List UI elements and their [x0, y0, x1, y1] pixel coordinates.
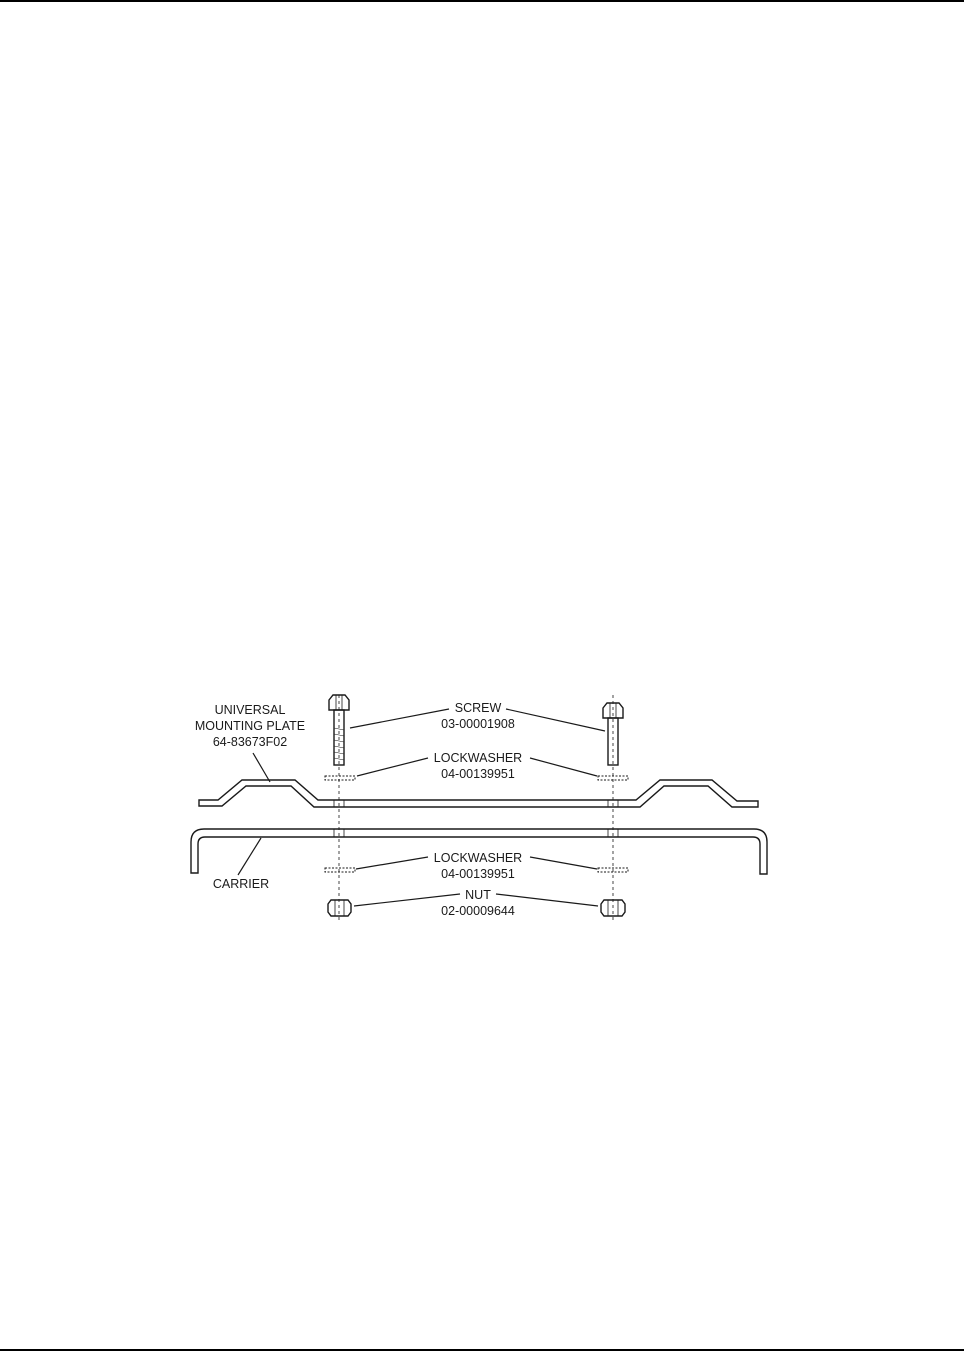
nut-label-line2: 02-00009644: [441, 904, 515, 918]
mounting-plate-label-line2: MOUNTING PLATE: [194, 719, 306, 733]
mounting-plate-label: [195, 703, 305, 749]
left-top-lockwasher: [325, 776, 355, 780]
carrier-label: [213, 877, 269, 891]
left-nut: [328, 900, 351, 916]
mounting-plate-label-line1: UNIVERSAL: [214, 703, 286, 717]
lockwasher-bottom-label-line2: 04-00139951: [441, 867, 515, 881]
carrier-label-line1: CARRIER: [212, 877, 270, 891]
left-screw: [329, 695, 349, 765]
screw-label: [441, 701, 515, 731]
lockwasher-top-label-line1: LOCKWASHER: [433, 751, 523, 765]
screw-label-line2: 03-00001908: [441, 717, 515, 731]
mounting-plate-label-line3: 64-83673F02: [212, 735, 288, 749]
screw-label-line1: SCREW: [454, 701, 502, 715]
lockwasher-bottom-label: [434, 851, 522, 881]
bottom-rule: [0, 1349, 964, 1351]
universal-mounting-plate: [199, 780, 758, 807]
nut-label: [441, 888, 515, 918]
nut-label-line1: NUT: [465, 888, 491, 902]
lockwasher-top-label-line2: 04-00139951: [441, 767, 515, 781]
lockwasher-top-label: [434, 751, 522, 781]
left-bottom-lockwasher: [325, 868, 355, 872]
lockwasher-bottom-label-line1: LOCKWASHER: [433, 851, 523, 865]
